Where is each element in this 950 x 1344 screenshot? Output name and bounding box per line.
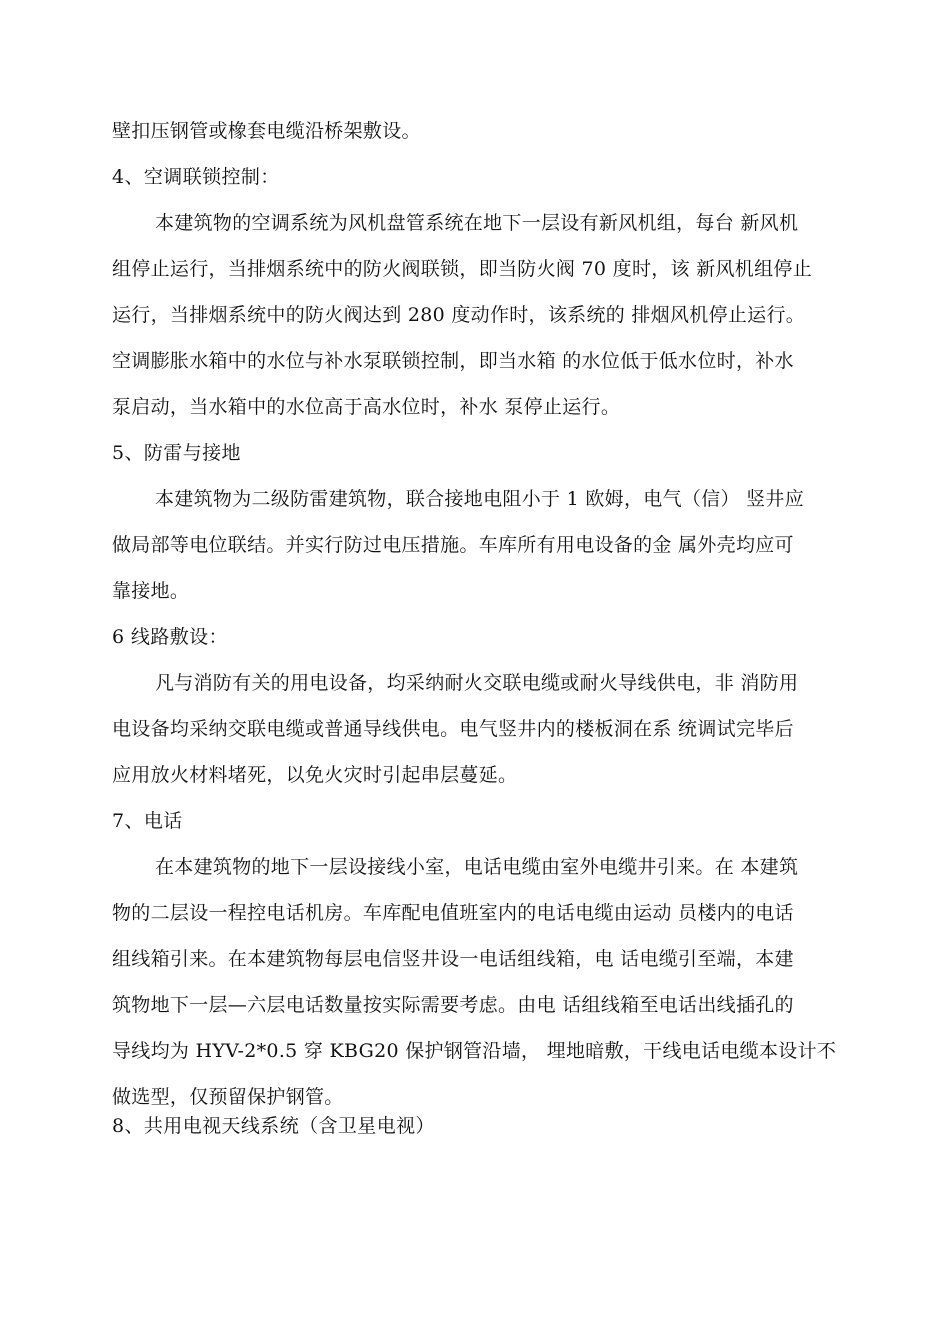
paragraph-line: 组停止运行，当排烟系统中的防火阀联锁，即当防火阀 70 度时，该 新风机组停止: [112, 258, 812, 280]
paragraph-line: 壁扣压钢管或橡套电缆沿桥架敷设。: [112, 120, 421, 142]
paragraph-line: 导线均为 HYV-2*0.5 穿 KBG20 保护钢管沿墙， 埋地暗敷，干线电话电缆本设计不: [112, 1040, 837, 1062]
paragraph-line: 应用放火材料堵死，以免火灾时引起串层蔓延。: [112, 764, 518, 786]
section-heading-aircon-interlock: 4、空调联锁控制：: [112, 166, 280, 188]
paragraph-line: 在本建筑物的地下一层设接线小室，电话电缆由室外电缆井引来。在 本建筑: [155, 856, 799, 878]
paragraph-line: 本建筑物的空调系统为风机盘管系统在地下一层设有新风机组，每台 新风机: [155, 212, 799, 234]
paragraph-line: 本建筑物为二级防雷建筑物，联合接地电阻小于 1 欧姆，电气（信） 竖井应: [155, 488, 805, 510]
paragraph-line: 做选型，仅预留保护钢管。: [112, 1086, 344, 1108]
paragraph-line: 凡与消防有关的用电设备，均采纳耐火交联电缆或耐火导线供电，非 消防用: [155, 672, 799, 694]
paragraph-line: 电设备均采纳交联电缆或普通导线供电。电气竖井内的楼板洞在系 统调试完毕后: [112, 718, 794, 740]
section-heading-tv-antenna: 8、共用电视天线系统（含卫星电视）: [112, 1115, 435, 1137]
section-heading-lightning-grounding: 5、防雷与接地: [112, 442, 241, 464]
paragraph-line: 做局部等电位联结。并实行防过电压措施。车库所有用电设备的金 属外壳均应可: [112, 534, 794, 556]
paragraph-line: 运行，当排烟系统中的防火阀达到 280 度动作时，该系统的 排烟风机停止运行。: [112, 304, 806, 326]
paragraph-line: 物的二层设一程控电话机房。车库配电值班室内的电话电缆由运动 员楼内的电话: [112, 902, 794, 924]
paragraph-line: 筑物地下一层—六层电话数量按实际需要考虑。由电 话组线箱至电话出线插孔的: [112, 994, 794, 1016]
paragraph-line: 空调膨胀水箱中的水位与补水泵联锁控制，即当水箱 的水位低于低水位时，补水: [112, 350, 794, 372]
section-heading-wiring: 6 线路敷设：: [112, 626, 228, 648]
paragraph-line: 组线箱引来。在本建筑物每层电信竖井设一电话组线箱，电 话电缆引至端，本建: [112, 948, 794, 970]
section-heading-telephone: 7、电话: [112, 810, 183, 832]
paragraph-line: 靠接地。: [112, 580, 190, 602]
paragraph-line: 泵启动，当水箱中的水位高于高水位时，补水 泵停止运行。: [112, 396, 621, 418]
